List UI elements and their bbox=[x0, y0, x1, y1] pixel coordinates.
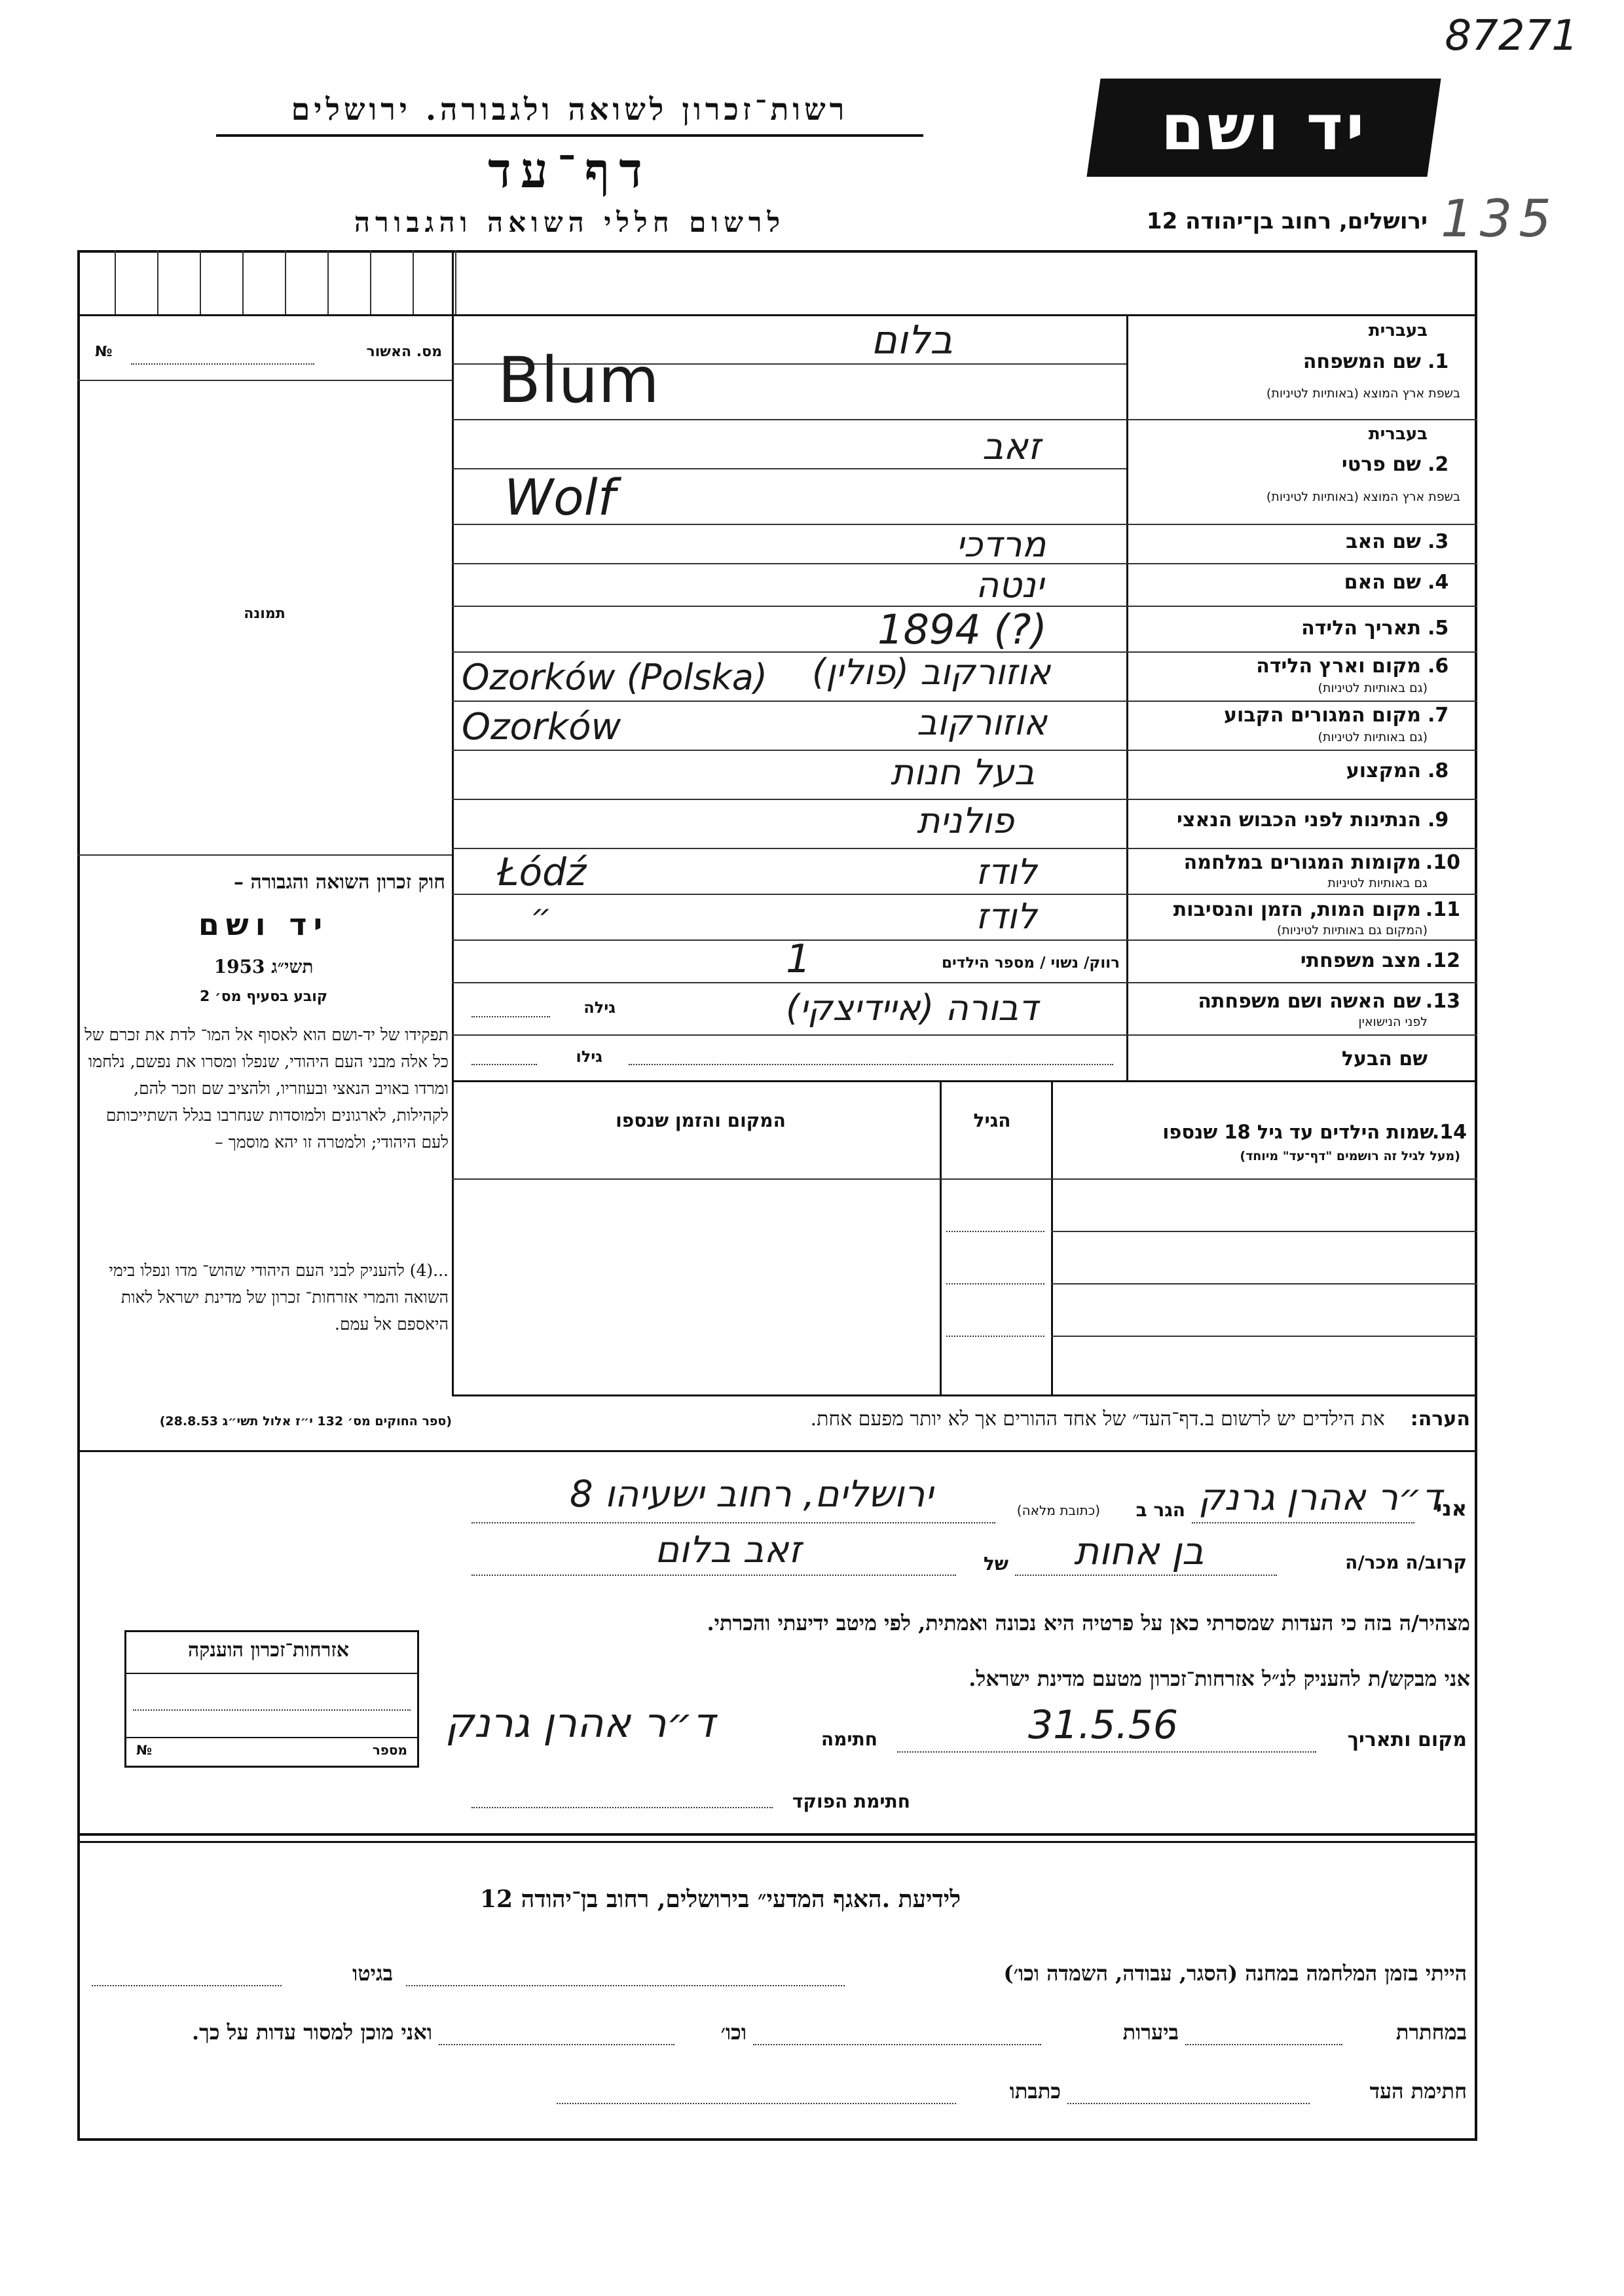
footer-separator bbox=[77, 1833, 1477, 1836]
field-6-value-latin: Ozorków (Polska) bbox=[462, 657, 767, 698]
relation-label: קרוב/ה מכר/ה bbox=[1345, 1552, 1467, 1573]
footer-witness-signature: חתימת העד bbox=[1369, 2079, 1467, 2104]
field-13-number: 13. bbox=[1425, 990, 1460, 1013]
children-table-bottom bbox=[452, 1394, 1477, 1396]
remark-bottom bbox=[77, 1450, 1477, 1452]
field-10-label: מקומות המגורים במלחמה bbox=[1183, 851, 1421, 874]
left-panel-divider bbox=[452, 250, 454, 1396]
address: ירושלים, רחוב בן־יהודה 12 bbox=[1146, 208, 1428, 234]
logo-text: יד ושם bbox=[1160, 91, 1367, 164]
field-10-note: גם באותיות לטיניות bbox=[1327, 876, 1428, 890]
husband-age-label: גילו bbox=[576, 1048, 602, 1066]
number-label: מספר bbox=[372, 1742, 407, 1758]
children-row-line bbox=[1051, 1283, 1477, 1285]
law-clause: קובע בסעיף מס׳ 2 bbox=[199, 989, 328, 1005]
field-9-label: הנתינות לפני הכבוש הנאצי bbox=[1177, 809, 1421, 831]
witness-name-line bbox=[1192, 1522, 1414, 1523]
row-line bbox=[452, 848, 1477, 849]
signature-label: חתימה bbox=[821, 1728, 877, 1750]
footer-line1-camp: הייתי בזמן המלחמה במחנה (הסגר, עבודה, השמדה וכו׳) bbox=[1003, 1961, 1467, 1986]
relation-line bbox=[1015, 1575, 1277, 1576]
field-7-value-latin: Ozorków bbox=[462, 706, 621, 748]
witness-address: ירושלים, רחוב ישעיהו 8 bbox=[570, 1473, 933, 1516]
field-4-value: ינטה bbox=[976, 564, 1044, 606]
field-6-number: 6. bbox=[1428, 655, 1449, 678]
field-7-label: מקום המגורים הקבוע bbox=[1224, 704, 1421, 727]
field-12-number: 12. bbox=[1425, 949, 1460, 972]
children-age-col-left bbox=[940, 1080, 942, 1394]
field-2-value-latin: Wolf bbox=[504, 468, 616, 526]
row-line bbox=[452, 894, 1477, 895]
place-date-label: מקום ותאריך bbox=[1347, 1728, 1467, 1751]
row-line bbox=[452, 1080, 1477, 1082]
witness-signature-line bbox=[1067, 2103, 1310, 2104]
ghetto-line bbox=[92, 1985, 282, 1986]
box-divider bbox=[455, 250, 456, 314]
footer-address: כתבתו bbox=[1009, 2079, 1061, 2104]
forests-line bbox=[753, 2044, 1041, 2045]
field-7-note: (גם באותיות לטיניות) bbox=[1318, 730, 1428, 744]
field-11-number: 11. bbox=[1425, 898, 1460, 921]
field-4-number: 4. bbox=[1428, 571, 1449, 594]
camp-line bbox=[406, 1985, 845, 1986]
box-divider bbox=[327, 250, 329, 314]
footer-title: לידיעת .האגף המדעי״ בירושלים, רחוב בן־יהודה 12 bbox=[479, 1886, 961, 1913]
field-6-note: (גם באותיות לטיניות) bbox=[1318, 681, 1428, 695]
husband-dotline bbox=[629, 1064, 1113, 1065]
citizenship-title: אזרחות־זכרון הוענקה bbox=[187, 1639, 350, 1662]
children-age-dot bbox=[946, 1283, 1044, 1285]
field-6-value-hebrew: אוזורקוב (פולין) bbox=[812, 651, 1051, 693]
marital-status-options: רווק/ נשוי / מספר הילדים bbox=[942, 955, 1120, 972]
field-6-label: מקום וארץ הלידה bbox=[1256, 655, 1421, 678]
field-8-label: המקצוע bbox=[1346, 759, 1421, 782]
field-8-number: 8. bbox=[1428, 759, 1449, 782]
children-age-dot bbox=[946, 1336, 1044, 1337]
field-11-value-hebrew: לודז bbox=[976, 896, 1037, 937]
witness-name: ד״ר אהרן גרנק bbox=[1198, 1476, 1442, 1519]
children-table-number: 14. bbox=[1431, 1121, 1467, 1144]
approval-line bbox=[77, 380, 452, 381]
officer-label: חתימת הפוקד bbox=[792, 1791, 910, 1812]
field-2-note: בשפת ארץ המוצא (באותיות לטיניות) bbox=[1266, 490, 1460, 504]
field-9-value: פולנית bbox=[917, 800, 1014, 841]
field-12-label: מצב משפחתי bbox=[1300, 949, 1421, 972]
field-11-label: מקום המות, הזמן והנסיבות bbox=[1173, 898, 1421, 921]
box-divider bbox=[200, 250, 201, 314]
of-label: של bbox=[983, 1553, 1008, 1575]
footer-willing: ואני מוכן למסור עדות על כך. bbox=[191, 2020, 432, 2045]
field-3-label: שם האב bbox=[1346, 530, 1421, 553]
signature-value: ד״ר אהרן גרנק bbox=[445, 1699, 715, 1747]
photo-label: תמונה bbox=[244, 606, 286, 622]
footer-underground: במחתרת bbox=[1395, 2020, 1467, 2045]
field-7-number: 7. bbox=[1428, 704, 1449, 727]
approval-dotline bbox=[131, 363, 314, 365]
field-11-value-latin: ״ bbox=[530, 897, 552, 935]
field-8-value: בעל חנות bbox=[891, 752, 1035, 793]
children-row-line bbox=[1051, 1336, 1477, 1337]
number-suffix: № bbox=[136, 1742, 153, 1758]
footer-etc: וכו׳ bbox=[720, 2020, 747, 2045]
field-1-number: 1. bbox=[1428, 350, 1449, 373]
witness-address-footer-line bbox=[557, 2103, 956, 2104]
field-11-note: (המקום גם באותיות לטיניות) bbox=[1276, 923, 1428, 938]
label-column-divider bbox=[1126, 314, 1128, 1080]
field-5-label: תאריך הלידה bbox=[1301, 617, 1421, 640]
row-line bbox=[452, 939, 1477, 941]
field-5-number: 5. bbox=[1428, 617, 1449, 640]
box-divider bbox=[413, 250, 414, 314]
address-note: (כתובת מלאה) bbox=[1016, 1503, 1100, 1518]
footer-line1-ghetto: בגיטו bbox=[352, 1961, 393, 1986]
children-table-title: שמות הילדים עד גיל 18 שנספו bbox=[1162, 1121, 1434, 1143]
footer-separator bbox=[77, 1841, 1477, 1843]
field-2-hebrew-hint: בעברית bbox=[1368, 424, 1428, 444]
form-title: דף־עד bbox=[488, 143, 652, 199]
box-divider bbox=[370, 250, 371, 314]
i-label: אני bbox=[1435, 1496, 1467, 1521]
row-line bbox=[452, 982, 1477, 983]
place-date-value: 31.5.56 bbox=[1028, 1702, 1179, 1748]
children-col-age: הגיל bbox=[973, 1110, 1011, 1131]
field-1-label: שם המשפחה bbox=[1302, 350, 1421, 373]
law-year: תשי״ג 1953 bbox=[213, 956, 314, 977]
field-1-hebrew-hint: בעברית bbox=[1368, 321, 1428, 340]
approval-suffix: № bbox=[95, 344, 113, 360]
law-name: יד ושם bbox=[198, 907, 329, 942]
top-box-row-bottom bbox=[77, 314, 1477, 316]
husband-age-dotline bbox=[471, 1064, 537, 1065]
field-7-value-hebrew: אוזורקוב bbox=[917, 702, 1047, 743]
children-row-line bbox=[1051, 1231, 1477, 1232]
children-col-place: המקום והזמן שנספו bbox=[616, 1110, 786, 1131]
field-13-note: לפני הנישואין bbox=[1358, 1015, 1428, 1029]
box-divider bbox=[285, 250, 286, 314]
witness-address-line bbox=[471, 1522, 995, 1523]
photo-area-bottom bbox=[77, 854, 452, 856]
row-line bbox=[452, 419, 1477, 420]
remark-text: את הילדים יש לרשום ב.דף־העד״ של אחד ההורים אך לא יותר מפעם אחת. bbox=[810, 1408, 1385, 1430]
children-row-line bbox=[452, 1178, 1477, 1180]
field-13-label: שם האשה ושם משפחתה bbox=[1198, 990, 1421, 1013]
field-10-value-hebrew: לודז bbox=[976, 851, 1037, 892]
remark-label: הערה: bbox=[1410, 1408, 1470, 1430]
field-1-value-latin: Blum bbox=[498, 344, 659, 417]
field-2-value-hebrew: זאב bbox=[982, 426, 1041, 468]
underground-line bbox=[1185, 2044, 1342, 2045]
children-age-dot bbox=[946, 1231, 1044, 1232]
relation-value: בן אחות bbox=[1074, 1529, 1204, 1573]
children-count: 1 bbox=[786, 936, 811, 982]
children-table-note: (מעל לגיל זה רושמים "דף־עד" מיוחד) bbox=[1240, 1149, 1460, 1163]
citizenship-box bbox=[124, 1630, 419, 1768]
law-text-2: ...(4) להעניק לבני העם היהודי שהוש־ מדו ונפלו בימי השואה והמרי אזרחות־ זכרון של מדינת ישראל לאות היאספם אל עמם. bbox=[109, 1261, 449, 1334]
of-line bbox=[471, 1575, 956, 1576]
row-line bbox=[452, 1034, 1477, 1036]
declaration-statement: מצהיר/ה בזה כי העדות שמסרתי כאן על פרטיה היא נכונה ואמתית, לפי מיטב ידיעתי והכרתי. bbox=[707, 1611, 1470, 1635]
field-3-value: מרדכי bbox=[956, 524, 1046, 565]
box-divider bbox=[157, 250, 158, 314]
declaration-request: אני מבקש/ת להעניק לנ״ל אזרחות־זכרון מטעם מדינת ישראל. bbox=[969, 1666, 1470, 1691]
husband-label: שם הבעל bbox=[1341, 1048, 1428, 1070]
field-4-label: שם האם bbox=[1344, 571, 1421, 594]
form-subtitle: לרשום חללי השואה והגבורה bbox=[354, 206, 786, 238]
wife-age-dotline bbox=[471, 1016, 550, 1017]
children-age-col-right bbox=[1051, 1080, 1053, 1394]
field-2-number: 2. bbox=[1428, 453, 1449, 476]
page-number-handwritten: 135 bbox=[1441, 190, 1558, 249]
ref-number-handwritten: 87271 bbox=[1445, 12, 1578, 60]
approval-label: מס. האשור bbox=[366, 344, 442, 360]
field-5-value: 1894 (?) bbox=[877, 606, 1047, 653]
authority-title: רשות־זכרון לשואה ולגבורה. ירושלים bbox=[291, 92, 849, 127]
law-title: חוק זכרון השואה והגבורה – bbox=[234, 871, 445, 894]
officer-line bbox=[471, 1807, 773, 1808]
law-reference: (ספר החוקים מס׳ 132 י״ז אלול תשי״ג 28.8.53) bbox=[159, 1414, 452, 1429]
field-1-value-hebrew: בלום bbox=[871, 318, 953, 363]
wife-age-label: גילה bbox=[583, 998, 616, 1017]
row-line bbox=[452, 750, 1477, 751]
place-date-line bbox=[897, 1751, 1316, 1753]
of-value: זאב בלום bbox=[655, 1529, 802, 1571]
law-text-1: תפקידו של יד-ושם הוא לאסוף אל המו־ לדת את זכרם של כל אלה מבני העם היהודי, שנפלו ומסרו את נפשם, נלחמו ומרדו באויב הנאצי ובעוזריו, ולהציב שם וזכר להם, לקהילות, לארגונים ולמוסדות שנחרבו בגלל השתייכותם לעם היהודי; ולמטרה זו יהא מוסמך – bbox=[84, 1025, 449, 1152]
field-3-number: 3. bbox=[1428, 530, 1449, 553]
field-9-number: 9. bbox=[1428, 809, 1449, 831]
yad-vashem-logo bbox=[1086, 79, 1441, 177]
field-10-value-latin: Łódź bbox=[498, 850, 587, 894]
etc-line bbox=[439, 2044, 674, 2045]
authority-underline bbox=[216, 134, 923, 137]
field-1-note: בשפת ארץ המוצא (באותיות לטיניות) bbox=[1266, 386, 1460, 401]
resides-label: הגר ב bbox=[1135, 1499, 1185, 1521]
box-divider bbox=[115, 250, 116, 314]
box-divider bbox=[242, 250, 244, 314]
field-13-value: דבורה (איידיצקי) bbox=[786, 987, 1038, 1029]
footer-forests: ביערות bbox=[1122, 2020, 1179, 2045]
field-10-number: 10. bbox=[1425, 851, 1460, 874]
remark bbox=[458, 1408, 1470, 1430]
field-2-label: שם פרטי bbox=[1341, 453, 1421, 476]
